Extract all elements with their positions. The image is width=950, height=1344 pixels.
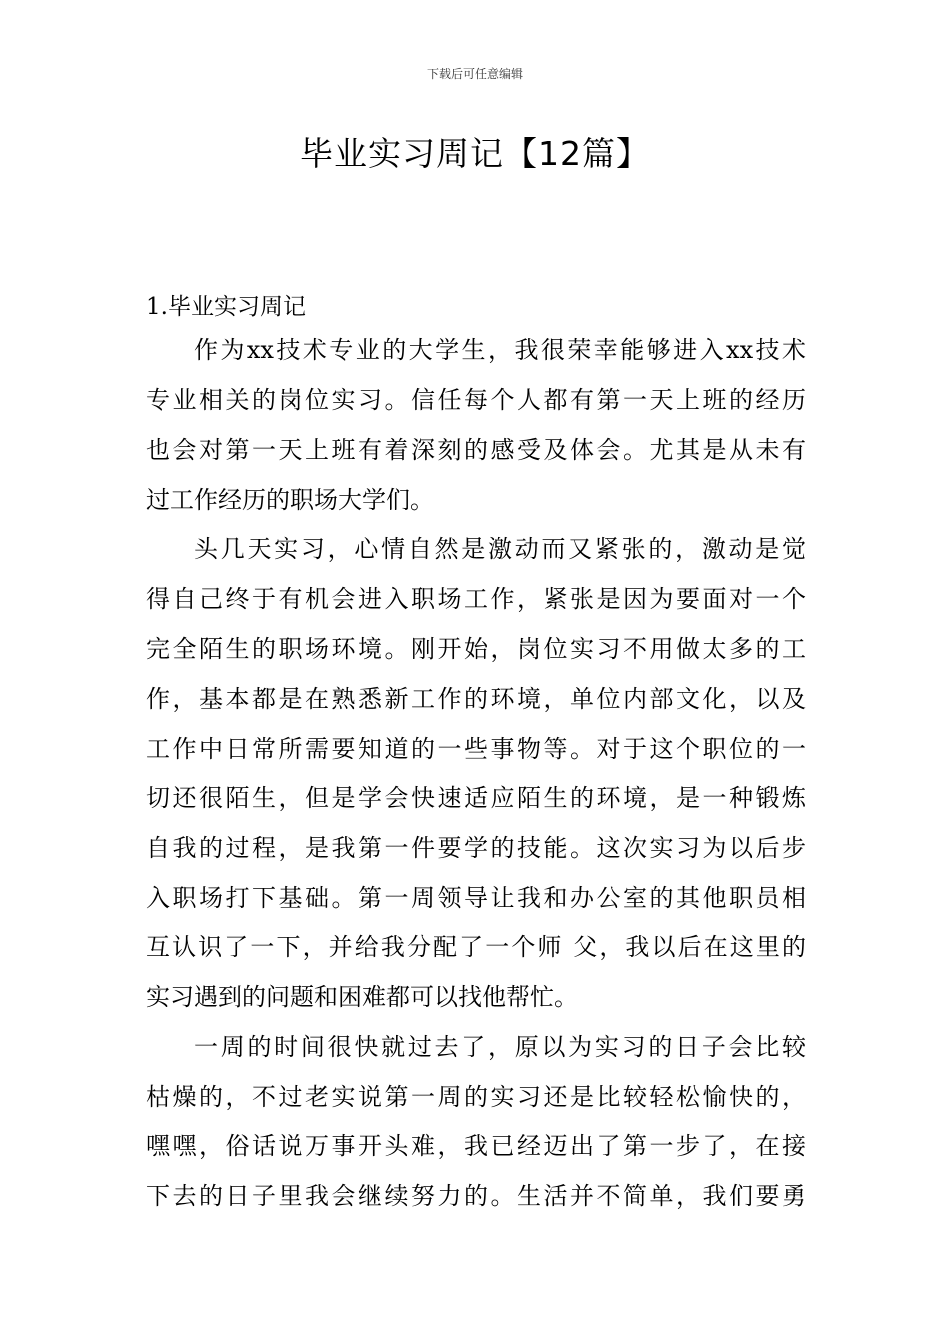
paragraph-line: 得自己终于有机会进入职场工作，紧张是因为要面对一个 bbox=[146, 585, 806, 613]
paragraph-line: 作为xx技术专业的大学生，我很荣幸能够进入xx技术 bbox=[194, 336, 806, 364]
paragraph-line: 专业相关的岗位实习。信任每个人都有第一天上班的经历 bbox=[146, 386, 806, 414]
paragraph-line: 作，基本都是在熟悉新工作的环境，单位内部文化，以及 bbox=[146, 685, 806, 713]
paragraph-line: 过工作经历的职场大学们。 bbox=[146, 486, 434, 514]
paragraph-line: 切还很陌生，但是学会快速适应陌生的环境，是一种锻炼 bbox=[146, 784, 806, 812]
header-note: 下载后可任意编辑 bbox=[426, 67, 523, 81]
paragraph-line: 也会对第一天上班有着深刻的感受及体会。尤其是从未有 bbox=[146, 436, 806, 464]
paragraph-line: 互认识了一下，并给我分配了一个师 父，我以后在这里的 bbox=[146, 933, 806, 961]
paragraph-line: 实习遇到的问题和困难都可以找他帮忙。 bbox=[146, 983, 578, 1011]
document-title: 毕业实习周记【12篇】 bbox=[300, 134, 650, 173]
paragraph-line: 下去的日子里我会继续努力的。生活并不简单，我们要勇 bbox=[146, 1182, 806, 1210]
paragraph-line: 工作中日常所需要知道的一些事物等。对于这个职位的一 bbox=[146, 735, 806, 763]
paragraph-line: 完全陌生的职场环境。刚开始，岗位实习不用做太多的工 bbox=[146, 635, 806, 663]
paragraph-line: 入职场打下基础。第一周领导让我和办公室的其他职员相 bbox=[146, 884, 806, 912]
paragraph-line: 自我的过程，是我第一件要学的技能。这次实习为以后步 bbox=[146, 834, 806, 862]
paragraph-line: 一周的时间很快就过去了，原以为实习的日子会比较 bbox=[194, 1033, 806, 1061]
paragraph-line: 头几天实习，心情自然是激动而又紧张的，激动是觉 bbox=[194, 535, 806, 563]
section-heading: 1.毕业实习周记 bbox=[146, 294, 306, 320]
paragraph-line: 嘿嘿，俗话说万事开头难，我已经迈出了第一步了，在接 bbox=[146, 1132, 806, 1160]
paragraph-line: 枯燥的，不过老实说第一周的实习还是比较轻松愉快的， bbox=[146, 1083, 806, 1111]
